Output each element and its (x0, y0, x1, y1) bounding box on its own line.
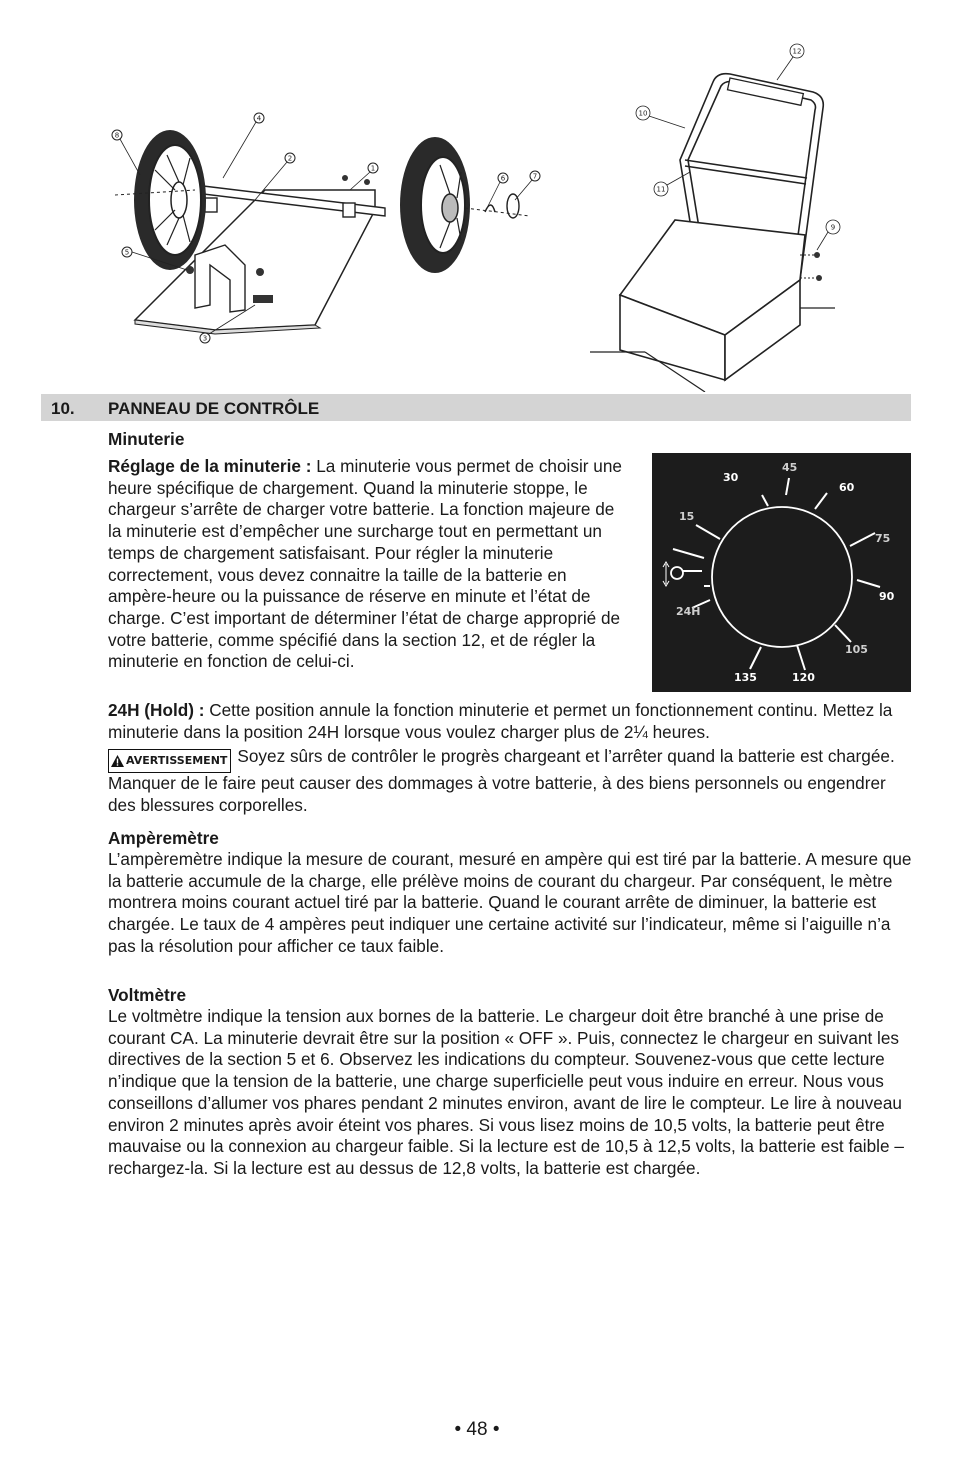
minuterie-heading: Minuterie (108, 429, 185, 449)
charger-handle-diagram (585, 40, 845, 392)
callout-label: 4 (256, 114, 262, 123)
charger-body (620, 220, 805, 380)
reglage-text: La minuterie vous permet de choisir une heure spécifique de chargement. Quand la minuterie stoppe, le chargeur s’arrête de charger votre batterie. La fonction majeure de la minuterie est d’empêcher une surcharge tout en permettant un temps de chargement satisfaisant. Pour régler la minuterie correctement, vous devez connaitre la taille de la batterie en ampère-heure ou la puissance de réserve en minute et l’état de charge. C’est important de déterminer l’état de charge approprié de votre batterie, comme spécifié dans la section 12, et de régler la minuterie en fonction de celui-ci. (108, 456, 622, 672)
dial-label-120: 120 (792, 671, 815, 684)
callout-label: 8 (114, 131, 120, 140)
dial-label-135: 135 (734, 671, 757, 684)
reglage-label: Réglage de la minuterie : (108, 456, 312, 476)
dial-label-24h: 24H (676, 605, 701, 618)
callout-label: 10 (638, 109, 648, 118)
section-number: 10. (51, 399, 75, 418)
warning-badge-label: AVERTISSEMENT (126, 754, 228, 767)
warning-triangle-icon (111, 755, 124, 767)
warning-paragraph (108, 746, 916, 816)
hold-label: 24H (Hold) : (108, 700, 205, 720)
reglage-paragraph (108, 456, 630, 673)
dial-label-105: 105 (845, 643, 868, 656)
hold-paragraph (108, 700, 916, 743)
callout-label: 7 (532, 172, 538, 181)
dial-label-15: 15 (679, 510, 695, 523)
dial-label-75: 75 (875, 532, 891, 545)
timer-dial-illustration (652, 453, 911, 692)
section-title: PANNEAU DE CONTRÔLE (108, 399, 320, 418)
amperemetre-paragraph: L’ampèremètre indique la mesure de courant, mesuré en ampère qui est tiré par la batterie. A mesure que la batterie accumule de la charge, elle prélève moins de courant du chargeur. Par conséquent, le mètre montrera moins courant actuel tiré par la batterie. Quand le courant arrête de diminuer, la batterie est chargée. Le taux de 4 ampères peut indiquer une certaine activité sur l’indicateur, même si l’aiguille n’a pas la résolution pour afficher ce taux faible. (108, 849, 912, 956)
dial-label-30: 30 (723, 471, 739, 484)
callout-label: 11 (656, 185, 666, 194)
callout-label: 6 (500, 174, 506, 183)
right-wheel (400, 137, 470, 273)
warning-text: Soyez sûrs de contrôler le progrès chargeant et l’arrêter quand la batterie est chargée. Manquer de le faire peut causer des dommages à votre batterie, à des biens personnels ou engendrer des blessures corporelles. (108, 746, 895, 815)
warning-badge (108, 749, 231, 773)
voltmetre-paragraph: Le voltmètre indique la tension aux bornes de la batterie. Le chargeur doit être branché à une prise de courant CA. La minuterie devrait être sur la position « OFF ». Puis, connectez le chargeur en suivant les directives de la section 5 et 6. Observez les indications du compteur. Souvenez-vous que cette lecture n’indique que la tension de la batterie, une charge superficielle peut vous induire en erreur. Nous vous conseillons d’allumer vos phares pendant 2 minutes environ, avant de lire le compteur. Le lire à nouveau environ 2 minutes après avoir éteint vos phares. Si vous lisez moins de 10,5 volts, la batterie peut être mauvaise ou la connexion au chargeur faible. Si la lecture est de 10,5 à 12,5 volts, la batterie est faible – rechargez-la. Si la lecture est au dessus de 12,8 volts, la batterie est chargée. (108, 1006, 904, 1178)
dial-label-60: 60 (839, 481, 855, 494)
amperemetre-heading: Ampèremètre (108, 828, 219, 848)
callout-label: 2 (287, 154, 293, 163)
callout-label: 12 (792, 47, 802, 56)
callout-label: 9 (830, 223, 836, 232)
hold-text: Cette position annule la fonction minuterie et permet un fonctionnement continu. Mettez la minuterie dans la position 24H lorsque vous voulez charger plus de 2¼ heures. (108, 700, 893, 742)
left-wheel (134, 130, 206, 270)
callout-label: 5 (124, 248, 130, 257)
page-number: • 48 • (454, 1419, 500, 1440)
callout-label: 3 (202, 334, 208, 343)
section-header (41, 394, 911, 421)
wheel-axle-assembly-diagram (105, 100, 555, 355)
callout-label: 1 (370, 164, 376, 173)
voltmetre-heading: Voltmètre (108, 985, 186, 1005)
dial-label-90: 90 (879, 590, 895, 603)
dial-label-45: 45 (782, 461, 798, 474)
